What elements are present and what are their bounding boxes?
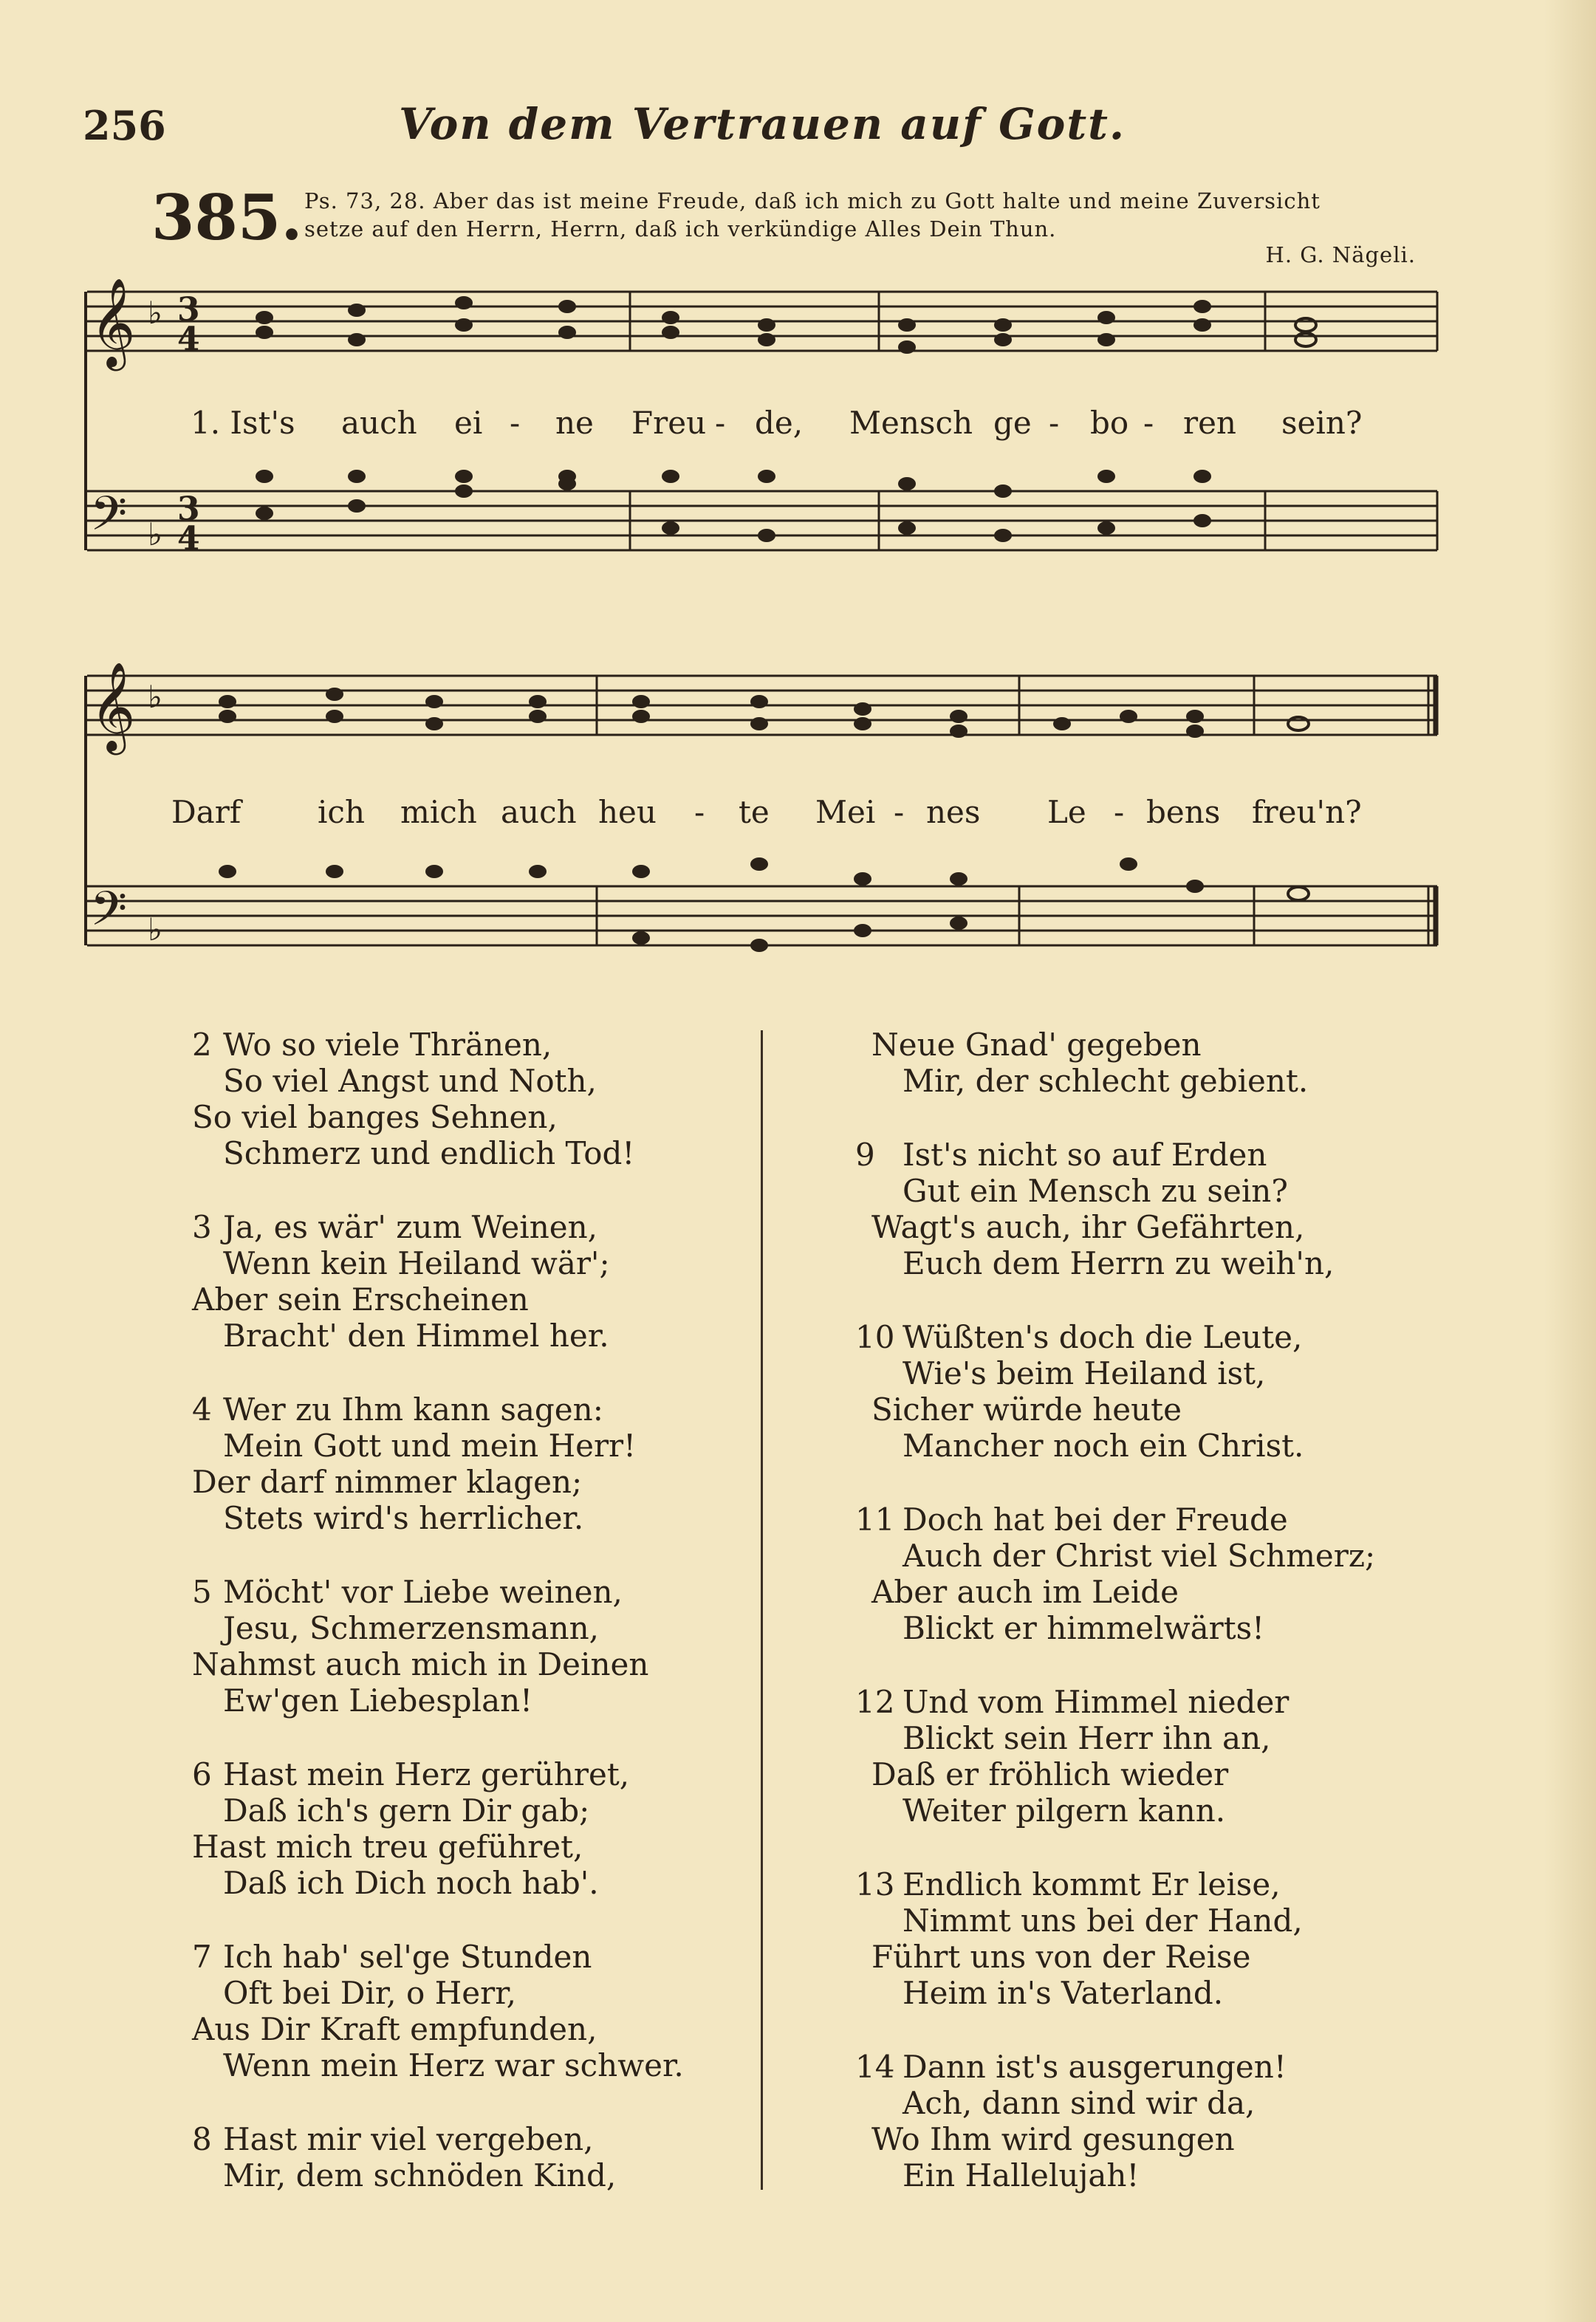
stanza-line: Aber auch im Leide [871,1574,1179,1610]
stanza-number: 6 [192,1756,212,1792]
stanza-number: 8 [192,2121,212,2157]
stanza-line: Heim in's Vaterland. [903,1975,1224,2011]
stanza-line: Stets wird's herrlicher. [223,1500,584,1536]
stanza [855,1684,1290,1829]
stanza-line: Gut ein Mensch zu sein? [903,1173,1288,1209]
lyric-syllable: Mensch [849,405,973,441]
lyric-syllable: auch [341,405,417,441]
lyric-syllable: heu [598,794,657,830]
lyric-hyphen: - [694,794,705,830]
stanza [192,1574,648,1719]
running-title: Von dem Vertrauen auf Gott. [399,99,1126,149]
lyric-syllable: bo [1090,405,1129,441]
stanza-line: Der darf nimmer klagen; [192,1464,583,1500]
svg-text:♭: ♭ [148,679,162,715]
stanza-line: Wie's beim Heiland ist, [903,1355,1266,1391]
lyric-syllable: ei [454,405,483,441]
stanza-line: Wo Ihm wird gesungen [871,2121,1235,2157]
stanza-line: Mir, dem schnöden Kind, [223,2157,617,2193]
stanza-line: Wenn mein Herz war schwer. [223,2047,684,2083]
lyric-hyphen: - [715,405,726,441]
stanza-line: Weiter pilgern kann. [903,1792,1226,1829]
lyric-syllable: bens [1146,794,1221,830]
stanza-number: 4 [192,1391,212,1428]
stanza-number: 2 [192,1027,212,1063]
lyric-syllable: ge [993,405,1032,441]
stanza-line: Jesu, Schmerzensmann, [223,1610,600,1646]
stanza [192,1027,634,1171]
stanza-line: Ein Hallelujah! [903,2157,1140,2193]
lyric-syllable: ich [318,794,366,830]
stanza-line: Führt uns von der Reise [871,1939,1251,1975]
stanza [192,2121,616,2193]
svg-text:♭: ♭ [148,911,162,948]
lyric-hyphen: - [1143,405,1154,441]
lyric-hyphen: - [510,405,521,441]
svg-text:3: 3 [177,291,200,329]
scripture-reference [304,187,1456,243]
stanza [855,1866,1303,2011]
stanza-continued [871,1027,1308,1099]
svg-text:♭: ♭ [148,516,162,552]
lyric-syllable: te [739,794,770,830]
column-divider [761,1030,763,2190]
stanza-line: Ew'gen Liebesplan! [223,1682,533,1719]
stanza-line: Bracht' den Himmel her. [223,1318,609,1354]
stanza-line: Daß ich Dich noch hab'. [223,1865,599,1901]
stanza-line: Aus Dir Kraft empfunden, [192,2011,597,2047]
stanza-line: Ich hab' sel'ge Stunden [223,1939,592,1975]
stanza-line: Wenn kein Heiland wär'; [223,1245,610,1281]
stanza-line: Sicher würde heute [871,1391,1182,1428]
stanza-line: Nimmt uns bei der Hand, [903,1903,1303,1939]
stanza-line: Ist's nicht so auf Erden [903,1137,1267,1173]
treble-clef-icon: 𝄞 [90,277,136,367]
lyric-syllable: nes [926,794,981,830]
stanza-line: Wer zu Ihm kann sagen: [223,1391,603,1428]
stanza [192,1391,636,1536]
stanza-line: So viel Angst und Noth, [223,1063,597,1099]
stanza-line: So viel banges Sehnen, [192,1099,558,1135]
scripture-line: setze auf den Herrn, Herrn, daß ich verkündige Alles Dein Thun. [304,216,1057,242]
treble-clef-icon: 𝄞 [90,661,136,751]
stanza-number: 3 [192,1209,212,1245]
scripture-line: Ps. 73, 28. Aber das ist meine Freude, daß ich mich zu Gott halte und meine Zuversicht [304,188,1321,213]
svg-text:3: 3 [177,490,200,528]
stanza-line: Hast mich treu geführet, [192,1829,583,1865]
stanza-line: Mir, der schlecht gebient. [903,1063,1309,1099]
stanza-line: Daß er fröhlich wieder [871,1756,1229,1792]
lyric-syllable: mich [400,794,477,830]
stanza-number: 7 [192,1939,212,1975]
stanza-line: Möcht' vor Liebe weinen, [223,1574,623,1610]
bass-clef-icon: 𝄢 [90,882,128,948]
stanza-line: Auch der Christ viel Schmerz; [903,1538,1376,1574]
stanza-line: Endlich kommt Er leise, [903,1866,1281,1903]
stanza-line: Dann ist's ausgerungen! [903,2049,1287,2085]
svg-text:4: 4 [177,321,200,358]
stanza-number: 9 [855,1137,875,1173]
stanza-number: 11 [855,1501,895,1538]
stanza-line: Blickt sein Herr ihn an, [903,1720,1271,1756]
lyric-hyphen: - [1049,405,1060,441]
stanza [192,1756,629,1901]
stanza-line: Wüßten's doch die Leute, [903,1319,1303,1355]
stanza-number: 14 [855,2049,895,2085]
stanza-line: Ach, dann sind wir da, [903,2085,1256,2121]
lyric-syllable: Mei [815,794,876,830]
lyric-syllable: de, [755,405,804,441]
svg-text:4: 4 [177,520,200,558]
bass-clef-icon: 𝄢 [90,487,128,553]
stanza-line: Hast mir viel vergeben, [223,2121,594,2157]
stanza-line: Hast mein Herz gerühret, [223,1756,630,1792]
lyric-syllable: Le [1047,794,1086,830]
stanza-line: Daß ich's gern Dir gab; [223,1792,590,1829]
music-score [80,273,1453,968]
stanza-line: Aber sein Erscheinen [192,1281,529,1318]
lyric-syllable: ren [1183,405,1236,441]
bass-staff-2 [87,886,1437,945]
stanza-line: Neue Gnad' gegeben [871,1027,1202,1063]
stanza-number: 5 [192,1574,212,1610]
page-edge-shadow [1544,0,1596,2322]
stanza-line: Euch dem Herrn zu weih'n, [903,1245,1335,1281]
hymn-number: 385. [151,181,303,254]
lyric-syllable: 1. Ist's [191,405,295,441]
lyric-hyphen: - [1114,794,1125,830]
stanza-line: Ja, es wär' zum Weinen, [223,1209,597,1245]
stanza [855,2049,1287,2193]
lyric-syllable: Darf [171,794,242,830]
stanza-line: Wagt's auch, ihr Gefährten, [871,1209,1305,1245]
stanza [855,1319,1304,1464]
stanza-line: Wo so viele Thränen, [223,1027,552,1063]
composer: H. G. Nägeli. [1265,242,1416,267]
stanza-line: Oft bei Dir, o Herr, [223,1975,517,2011]
stanza-number: 10 [855,1319,895,1355]
stanza [855,1137,1335,1281]
lyric-syllable: Freu [631,405,707,441]
stanza [192,1939,684,2083]
stanza-line: Und vom Himmel nieder [903,1684,1290,1720]
lyric-hyphen: - [894,794,905,830]
stanza-line: Blickt er himmelwärts! [903,1610,1265,1646]
stanza [855,1501,1376,1646]
bass-staff-1 [87,491,1437,550]
svg-text:♭: ♭ [148,295,162,331]
stanza [192,1209,610,1354]
stanza-number: 13 [855,1866,895,1903]
lyric-syllable: freu'n? [1252,794,1362,830]
page-number: 256 [83,102,166,149]
lyric-syllable: ne [555,405,594,441]
stanza-line: Doch hat bei der Freude [903,1501,1288,1538]
stanza-line: Mancher noch ein Christ. [903,1428,1304,1464]
lyric-syllable: auch [501,794,577,830]
stanza-line: Nahmst auch mich in Deinen [192,1646,649,1682]
stanza-number: 12 [855,1684,895,1720]
stanza-line: Mein Gott und mein Herr! [223,1428,637,1464]
lyric-syllable: sein? [1281,405,1363,441]
stanza-line: Schmerz und endlich Tod! [223,1135,635,1171]
